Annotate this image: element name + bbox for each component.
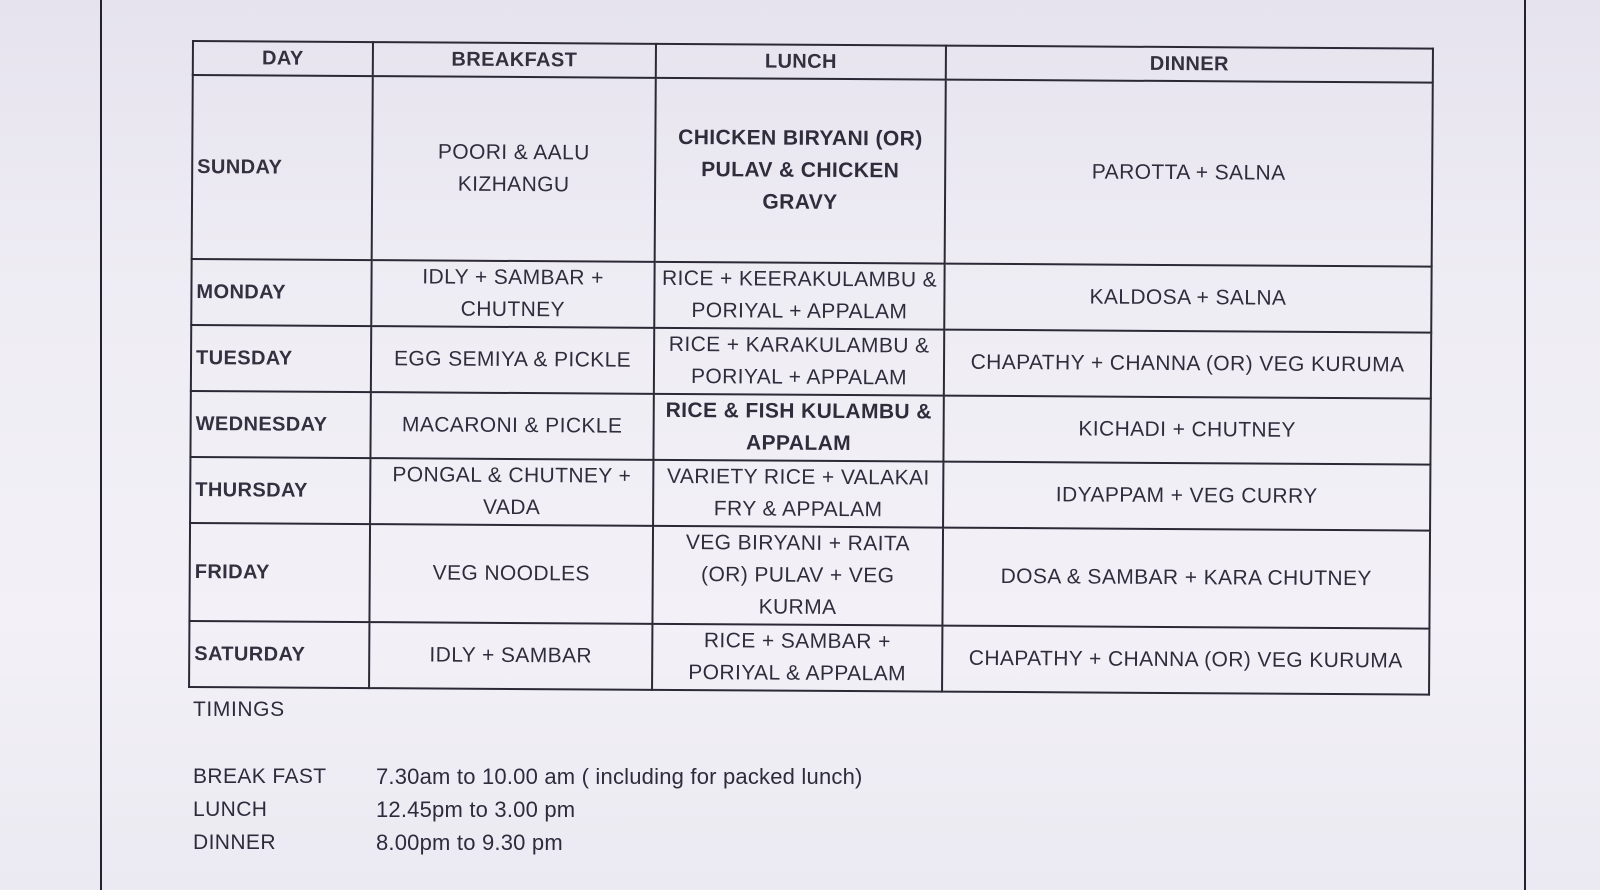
menu-table — [188, 40, 1434, 696]
dinner-cell: KICHADI + CHUTNEY — [943, 396, 1430, 465]
lunch-cell: CHICKEN BIRYANI (OR) PULAV & CHICKEN GRAVY — [655, 78, 946, 264]
timing-row-breakfast — [193, 760, 1093, 793]
breakfast-cell: PONGAL & CHUTNEY + VADA — [370, 458, 653, 526]
day-cell: WEDNESDAY — [190, 391, 370, 458]
header-lunch: LUNCH — [656, 44, 946, 80]
timings-title: TIMINGS — [193, 698, 285, 721]
timing-value: 7.30am to 10.00 am ( including for packed lunch) — [376, 763, 863, 789]
dinner-cell: DOSA & SAMBAR + KARA CHUTNEY — [942, 528, 1430, 629]
table-row — [189, 621, 1429, 695]
dinner-cell: CHAPATHY + CHANNA (OR) VEG KURUMA — [944, 330, 1431, 399]
day-cell: SUNDAY — [192, 75, 373, 260]
table-row — [190, 457, 1430, 531]
timing-value: 12.45pm to 3.00 pm — [376, 796, 576, 822]
page-border-right — [1524, 0, 1526, 890]
header-dinner: DINNER — [946, 46, 1433, 83]
lunch-cell: RICE & FISH KULAMBU & APPALAM — [653, 394, 943, 462]
day-cell: MONDAY — [191, 259, 371, 326]
breakfast-cell: VEG NOODLES — [369, 524, 653, 624]
table-row — [191, 259, 1431, 333]
table-row — [190, 391, 1430, 465]
header-day: DAY — [193, 41, 373, 76]
day-cell: TUESDAY — [191, 325, 371, 392]
breakfast-cell: IDLY + SAMBAR — [369, 622, 652, 690]
lunch-cell: RICE + KEERAKULAMBU & PORIYAL + APPALAM — [654, 262, 944, 330]
day-cell: THURSDAY — [190, 457, 370, 524]
dinner-cell: PAROTTA + SALNA — [945, 80, 1433, 267]
table-row — [189, 523, 1430, 629]
dinner-cell: IDYAPPAM + VEG CURRY — [943, 462, 1430, 531]
day-cell: FRIDAY — [189, 523, 370, 622]
lunch-cell: RICE + KARAKULAMBU & PORIYAL + APPALAM — [654, 328, 944, 396]
table-row — [192, 75, 1433, 267]
breakfast-cell: EGG SEMIYA & PICKLE — [371, 326, 654, 394]
lunch-cell: VARIETY RICE + VALAKAI FRY & APPALAM — [653, 460, 943, 528]
timing-value: 8.00pm to 9.30 pm — [376, 829, 563, 855]
lunch-cell: RICE + SAMBAR + PORIYAL & APPALAM — [652, 624, 942, 692]
timings-section — [193, 696, 1093, 859]
page-border-left — [100, 0, 102, 890]
breakfast-cell: POORI & AALU KIZHANGU — [372, 76, 656, 262]
timing-row-dinner — [193, 826, 1093, 859]
dinner-cell: KALDOSA + SALNA — [944, 264, 1431, 333]
timing-label: LUNCH — [193, 797, 268, 821]
lunch-cell: VEG BIRYANI + RAITA (OR) PULAV + VEG KURMA — [652, 526, 943, 626]
timing-label: BREAK FAST — [193, 764, 327, 788]
header-breakfast: BREAKFAST — [373, 42, 656, 78]
timing-row-lunch — [193, 793, 1093, 826]
breakfast-cell: IDLY + SAMBAR + CHUTNEY — [371, 260, 654, 328]
breakfast-cell: MACARONI & PICKLE — [370, 392, 653, 460]
dinner-cell: CHAPATHY + CHANNA (OR) VEG KURUMA — [942, 626, 1429, 695]
timing-label: DINNER — [193, 830, 276, 854]
day-cell: SATURDAY — [189, 621, 369, 688]
table-row — [191, 325, 1431, 399]
